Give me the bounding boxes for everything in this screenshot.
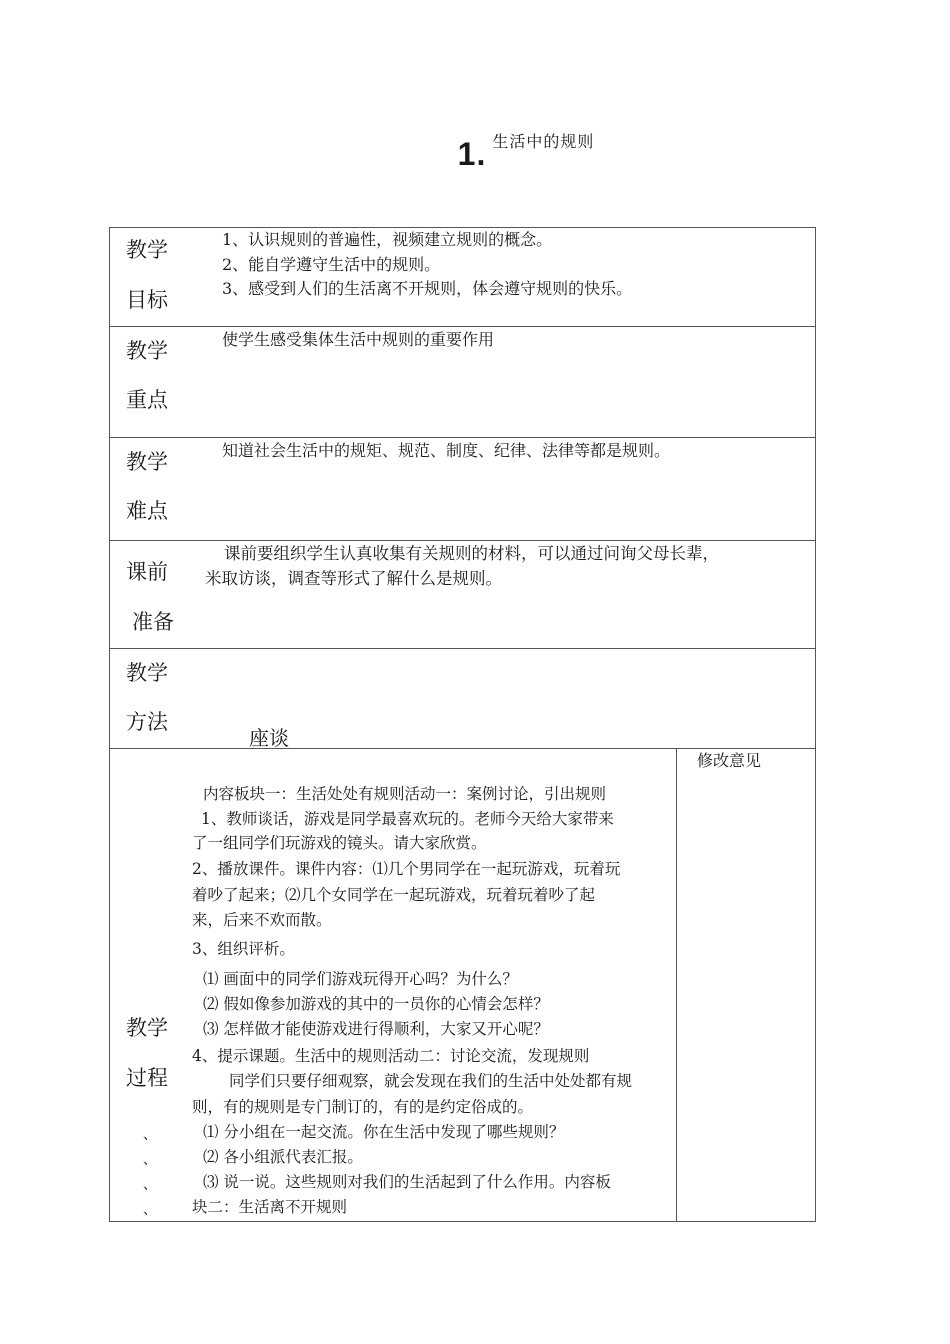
title-number: 1. [457,136,487,172]
process-line: ⑴ 分小组在一起交流。你在生活中发现了哪些规则？ [203,1123,565,1141]
method-label-2: 方法 [126,710,168,734]
process-line: 了一组同学们玩游戏的镜头。请大家欣赏。 [192,834,487,852]
revision-notes-header: 修改意见 [697,751,762,770]
process-line: 来，后来不欢而散。 [192,911,332,929]
difficulty-label-2: 难点 [126,499,168,523]
preparation-line-1: 课前要组织学生认真收集有关规则的材料，可以通过问询父母长辈， [224,544,719,563]
process-line: 2、播放课件。课件内容：⑴几个男同学在一起玩游戏，玩着玩 [192,860,621,878]
focus-label-1: 教学 [126,339,168,363]
focus-label-2: 重点 [126,388,168,412]
focus-text: 使学生感受集体生活中规则的重要作用 [222,330,495,349]
process-line: 同学们只要仔细观察，就会发现在我们的生活中处处都有规 [229,1072,633,1090]
goals-label-2: 目标 [126,288,168,312]
difficulty-label-1: 教学 [126,450,168,474]
process-label-1: 教学 [126,1016,168,1040]
goals-line-2: 2、能自学遵守生活中的规则。 [222,255,441,274]
method-label-1: 教学 [126,661,168,685]
row-divider [109,540,816,541]
goals-line-1: 1、认识规则的普遍性，视频建立规则的概念。 [222,230,553,249]
list-mark: 、 [143,1127,157,1143]
list-mark: 、 [143,1177,157,1193]
process-line: 4、提示课题。生活中的规则活动二：讨论交流，发现规则 [192,1047,590,1065]
process-line: 3、组织评析。 [192,940,295,958]
preparation-label-2: 准备 [132,610,174,634]
list-mark: 、 [143,1202,157,1218]
process-line: 1、教师谈话，游戏是同学最喜欢玩的。老师今天给大家带来 [201,810,614,828]
list-mark: 、 [143,1152,157,1168]
process-line: 则，有的规则是专门制订的，有的是约定俗成的。 [192,1098,534,1116]
process-line: ⑵ 假如像参加游戏的其中的一员你的心情会怎样？ [203,995,549,1013]
row-divider [109,748,816,749]
page-title [0,134,950,173]
difficulty-text: 知道社会生活中的规矩、规范、制度、纪律、法律等都是规则。 [222,441,671,460]
process-line: ⑶ 怎样做才能使游戏进行得顺利，大家又开心呢？ [203,1020,549,1038]
preparation-line-2: 米取访谈，调查等形式了解什么是规则。 [205,569,502,588]
process-line: 块二：生活离不开规则 [192,1198,348,1216]
row-divider [109,437,816,438]
process-label-2: 过程 [126,1066,168,1090]
goals-line-3: 3、感受到人们的生活离不开规则，体会遵守规则的快乐。 [222,279,633,298]
process-line: 内容板块一：生活处处有规则活动一：案例讨论，引出规则 [203,785,607,803]
goals-label-1: 教学 [126,238,168,262]
process-line: ⑴ 画面中的同学们游戏玩得开心吗？为什么？ [203,970,518,988]
process-line: ⑵ 各小组派代表汇报。 [203,1148,363,1166]
preparation-label-1: 课前 [126,560,168,584]
row-divider [109,648,816,649]
process-line: ⑶ 说一说。这些规则对我们的生活起到了什么作用。内容板 [203,1173,611,1191]
column-divider [676,748,677,1222]
title-text: 生活中的规则 [492,132,595,151]
process-line: 着吵了起来；⑵几个女同学在一起玩游戏，玩着玩着吵了起 [192,886,596,904]
row-divider [109,326,816,327]
method-value: 座谈 [249,726,289,750]
